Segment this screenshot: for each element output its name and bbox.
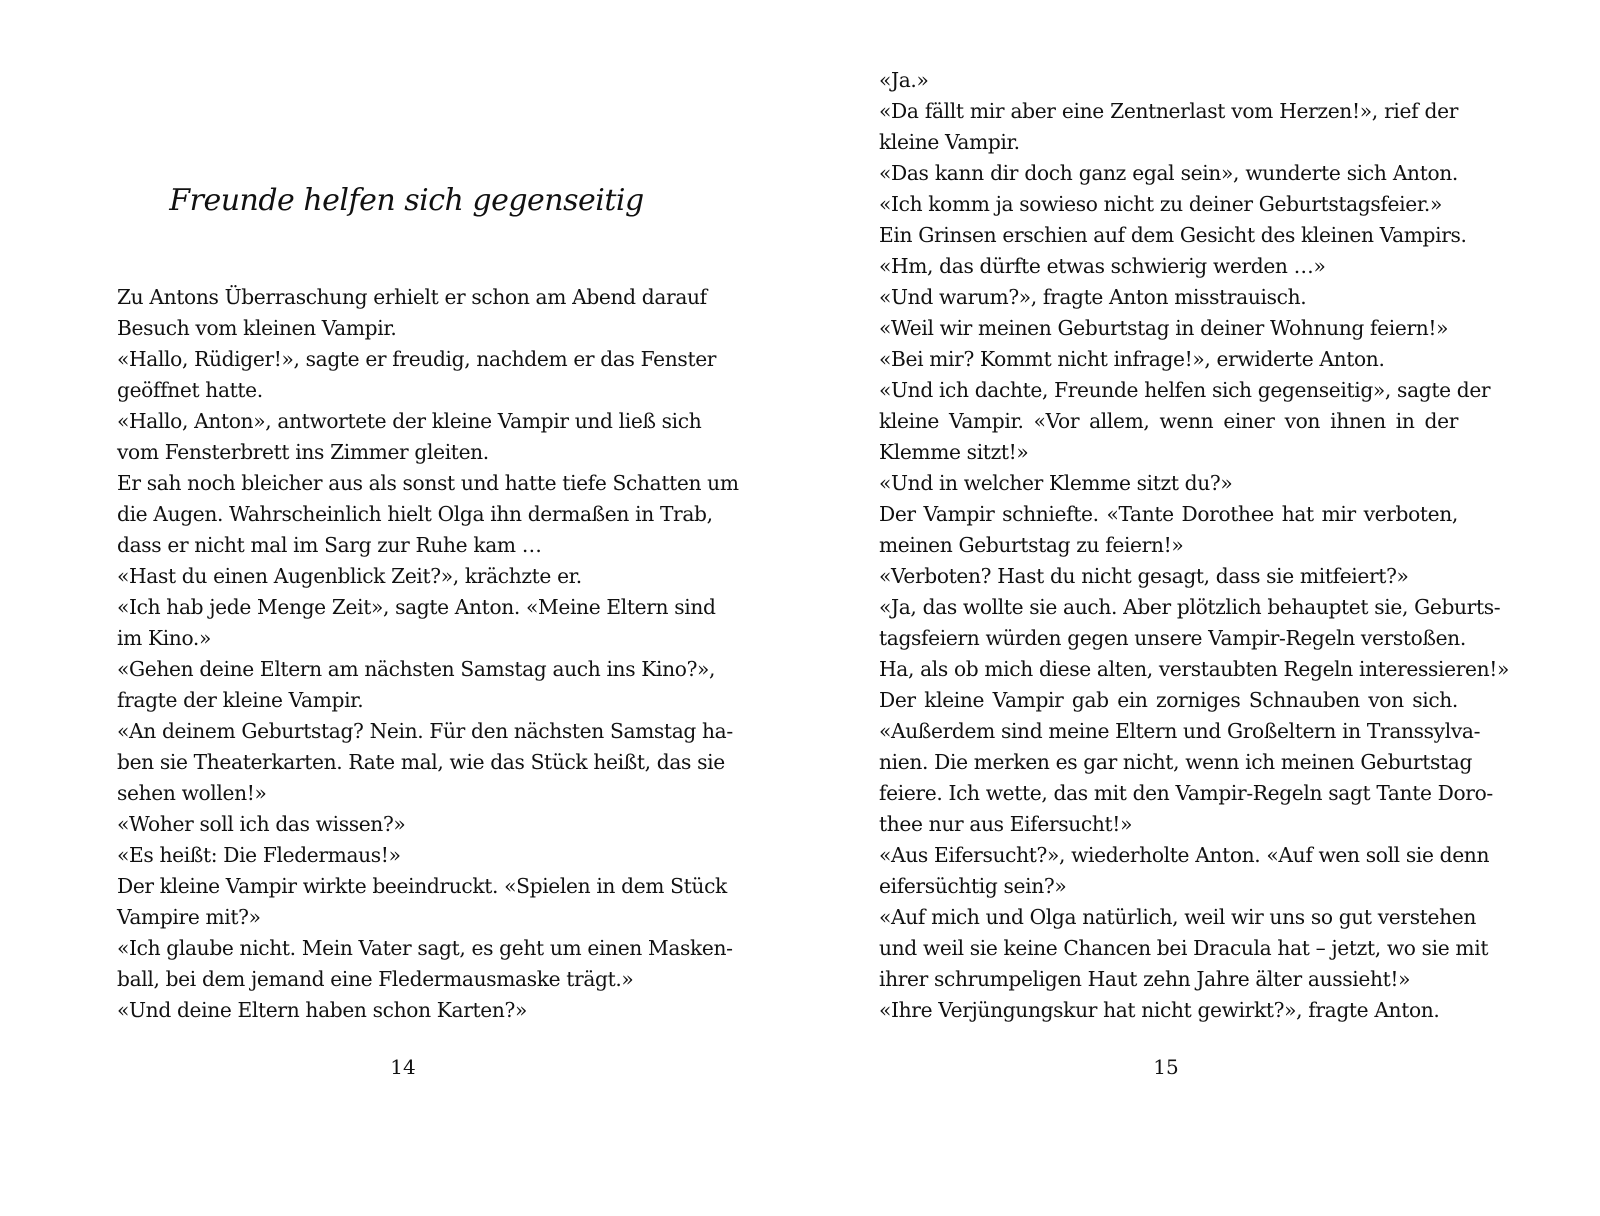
right-page-text (879, 65, 1510, 1026)
text-line: «Verboten? Hast du nicht gesagt, dass sie mitfeiert?» (879, 564, 1409, 588)
text-line: im Kino.» (117, 626, 211, 650)
text-line: meinen Geburtstag zu feiern!» (879, 533, 1184, 557)
text-line: sehen wollen!» (117, 781, 267, 805)
chapter-title: Freunde helfen sich gegenseitig (169, 183, 644, 218)
text-line: kleine Vampir. «Vor allem, wenn einer von ihnen in der (879, 409, 1458, 433)
text-line: Klemme sitzt!» (879, 440, 1029, 464)
text-line: Besuch vom kleinen Vampir. (117, 316, 397, 340)
text-line: Der kleine Vampir gab ein zorniges Schnauben von sich. (879, 688, 1458, 712)
text-line: «Woher soll ich das wissen?» (117, 812, 406, 836)
text-line: «Aus Eifersucht?», wiederholte Anton. «Auf wen soll sie denn (879, 843, 1490, 867)
text-line: Ein Grinsen erschien auf dem Gesicht des kleinen Vampirs. (879, 223, 1467, 247)
text-line: Er sah noch bleicher aus als sonst und hatte tiefe Schatten um (117, 471, 739, 495)
text-line: die Augen. Wahrscheinlich hielt Olga ihn dermaßen in Trab, (117, 502, 713, 526)
text-line: Zu Antons Überraschung erhielt er schon am Abend darauf (117, 285, 707, 309)
text-line: «Ja.» (879, 68, 929, 92)
text-line: «Auf mich und Olga natürlich, weil wir uns so gut verstehen (879, 905, 1476, 929)
text-line: «Gehen deine Eltern am nächsten Samstag auch ins Kino?», (117, 657, 716, 681)
text-line: ihrer schrumpeligen Haut zehn Jahre älter aussieht!» (879, 967, 1411, 991)
text-line: dass er nicht mal im Sarg zur Ruhe kam … (117, 533, 542, 557)
text-line: «Ja, das wollte sie auch. Aber plötzlich behauptet sie, Geburts- (879, 595, 1501, 619)
text-line: ball, bei dem jemand eine Fledermausmaske trägt.» (117, 967, 634, 991)
text-line: «Da fällt mir aber eine Zentnerlast vom Herzen!», rief der (879, 99, 1458, 123)
text-line: vom Fensterbrett ins Zimmer gleiten. (117, 440, 489, 464)
text-line: fragte der kleine Vampir. (117, 688, 364, 712)
text-line: tagsfeiern würden gegen unsere Vampir-Regeln verstoßen. (879, 626, 1466, 650)
text-line: «Und in welcher Klemme sitzt du?» (879, 471, 1233, 495)
text-line: «Bei mir? Kommt nicht infrage!», erwiderte Anton. (879, 347, 1385, 371)
text-line: Der Vampir schniefte. «Tante Dorothee hat mir verboten, (879, 502, 1458, 526)
text-line: «Und ich dachte, Freunde helfen sich gegenseitig», sagte der (879, 378, 1491, 402)
page-number-right: 15 (1153, 1055, 1179, 1079)
text-line: und weil sie keine Chancen bei Dracula hat – jetzt, wo sie mit (879, 936, 1489, 960)
text-line: «Ich glaube nicht. Mein Vater sagt, es geht um einen Masken- (117, 936, 733, 960)
text-line: geöffnet hatte. (117, 378, 263, 402)
text-line: «Hast du einen Augenblick Zeit?», krächzte er. (117, 564, 582, 588)
text-line: «Außerdem sind meine Eltern und Großeltern in Transsylva- (879, 719, 1481, 743)
text-line: «Ich komm ja sowieso nicht zu deiner Geburtstagsfeier.» (879, 192, 1442, 216)
text-line: «Und deine Eltern haben schon Karten?» (117, 998, 527, 1022)
page-number-left: 14 (390, 1055, 416, 1079)
text-line: «Ihre Verjüngungskur hat nicht gewirkt?», fragte Anton. (879, 998, 1440, 1022)
text-line: Der kleine Vampir wirkte beeindruckt. «Spielen in dem Stück (117, 874, 727, 898)
left-page-text (117, 282, 739, 1026)
text-line: «Weil wir meinen Geburtstag in deiner Wohnung feiern!» (879, 316, 1449, 340)
text-line: «Und warum?», fragte Anton misstrauisch. (879, 285, 1307, 309)
text-line: thee nur aus Eifersucht!» (879, 812, 1133, 836)
text-line: Vampire mit?» (117, 905, 261, 929)
text-line: «Hm, das dürfte etwas schwierig werden …» (879, 254, 1326, 278)
text-line: «Ich hab jede Menge Zeit», sagte Anton. «Meine Eltern sind (117, 595, 716, 619)
text-line: ben sie Theaterkarten. Rate mal, wie das Stück heißt, das sie (117, 750, 725, 774)
text-line: eifersüchtig sein?» (879, 874, 1067, 898)
text-line: feiere. Ich wette, das mit den Vampir-Regeln sagt Tante Doro- (879, 781, 1493, 805)
text-line: «Das kann dir doch ganz egal sein», wunderte sich Anton. (879, 161, 1458, 185)
text-line: «Es heißt: Die Fledermaus!» (117, 843, 401, 867)
text-line: «An deinem Geburtstag? Nein. Für den nächsten Samstag ha- (117, 719, 733, 743)
text-line: «Hallo, Anton», antwortete der kleine Vampir und ließ sich (117, 409, 702, 433)
text-line: nien. Die merken es gar nicht, wenn ich meinen Geburtstag (879, 750, 1473, 774)
text-line: kleine Vampir. (879, 130, 1020, 154)
text-line: Ha, als ob mich diese alten, verstaubten Regeln interessieren!» (879, 657, 1510, 681)
text-line: «Hallo, Rüdiger!», sagte er freudig, nachdem er das Fenster (117, 347, 717, 371)
